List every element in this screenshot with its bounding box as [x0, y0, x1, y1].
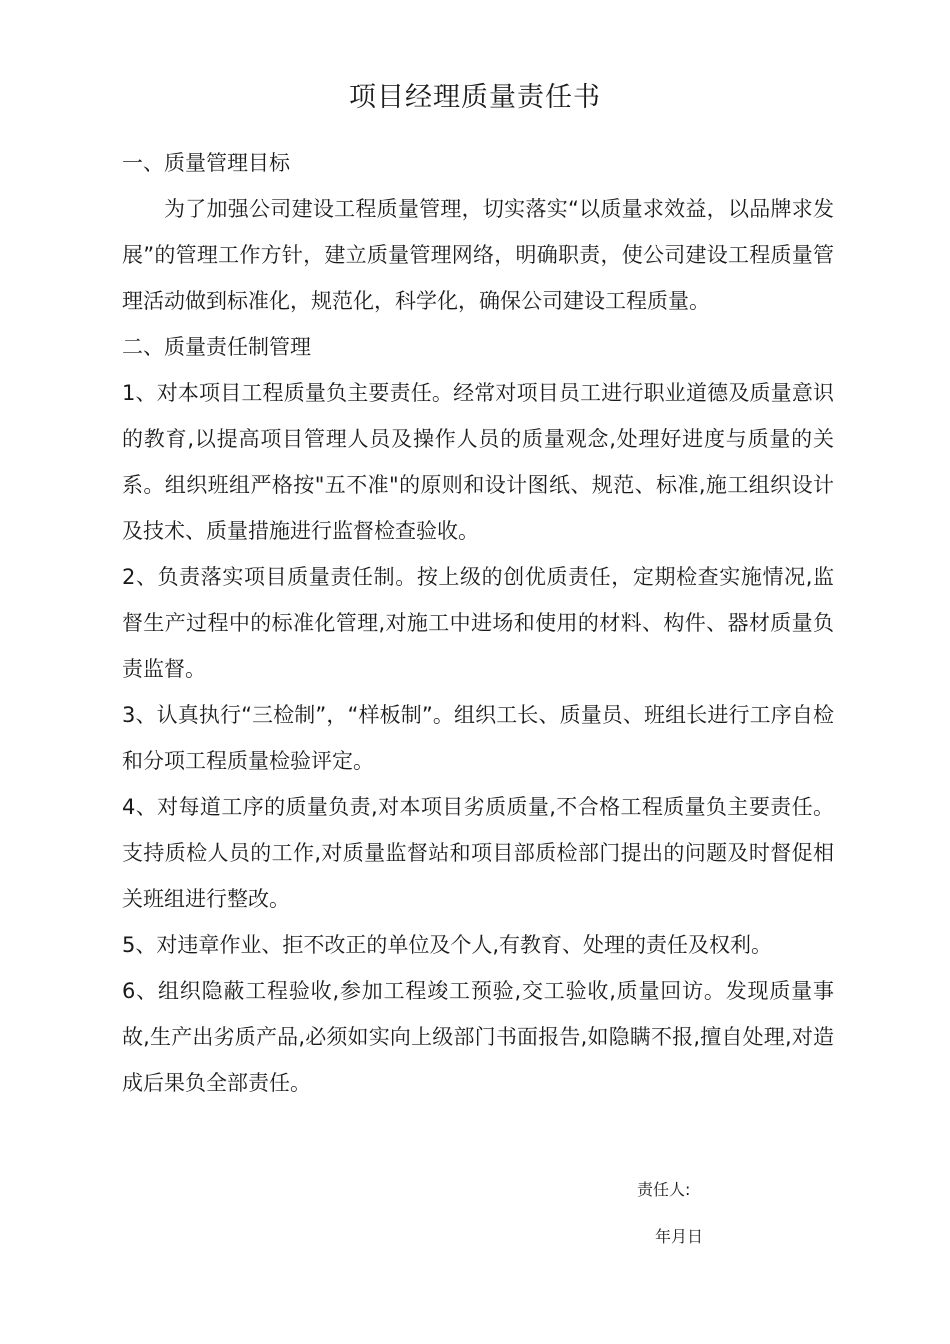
responsibility-item: 4、对每道工序的质量负责,对本项目劣质质量,不合格工程质量负主要责任。支持质检人员的工作,对质量监督站和项目部质检部门提出的问题及时督促相关班组进行整改。	[122, 795, 834, 911]
responsibility-item: 2、负责落实项目质量责任制。按上级的创优质责任，定期检查实施情况,监督生产过程中的标准化管理,对施工中进场和使用的材料、构件、器材质量负责监督。	[122, 565, 834, 681]
document-title: 项目经理质量责任书	[349, 82, 601, 113]
document-body	[122, 140, 834, 1106]
date-label: 年月日	[655, 1227, 704, 1246]
quality-goal-paragraph: 为了加强公司建设工程质量管理，切实落实“以质量求效益，以品牌求发展”的管理工作方针，建立质量管理网络，明确职责，使公司建设工程质量管理活动做到标准化，规范化，科学化，确保公司建设工程质量。	[122, 197, 834, 313]
section-heading-responsibility: 二、质量责任制管理	[122, 335, 311, 359]
responsibility-item: 5、对违章作业、拒不改正的单位及个人,有教育、处理的责任及权利。	[122, 933, 773, 957]
signature-label: 责任人:	[637, 1180, 691, 1199]
responsibility-item: 6、组织隐蔽工程验收,参加工程竣工预验,交工验收,质量回访。发现质量事故,生产出劣质产品,必须如实向上级部门书面报告,如隐瞒不报,擅自处理,对造成后果负全部责任。	[122, 979, 834, 1095]
responsibility-item: 1、对本项目工程质量负主要责任。经常对项目员工进行职业道德及质量意识的教育,以提高项目管理人员及操作人员的质量观念,处理好进度与质量的关系。组织班组严格按"五不准"的原则和设计图纸、规范、标准,施工组织设计及技术、质量措施进行监督检查验收。	[122, 381, 834, 543]
section-heading-quality-goal: 一、质量管理目标	[122, 151, 290, 175]
responsibility-item: 3、认真执行“三检制”，“样板制”。组织工长、质量员、班组长进行工序自检和分项工程质量检验评定。	[122, 703, 834, 773]
